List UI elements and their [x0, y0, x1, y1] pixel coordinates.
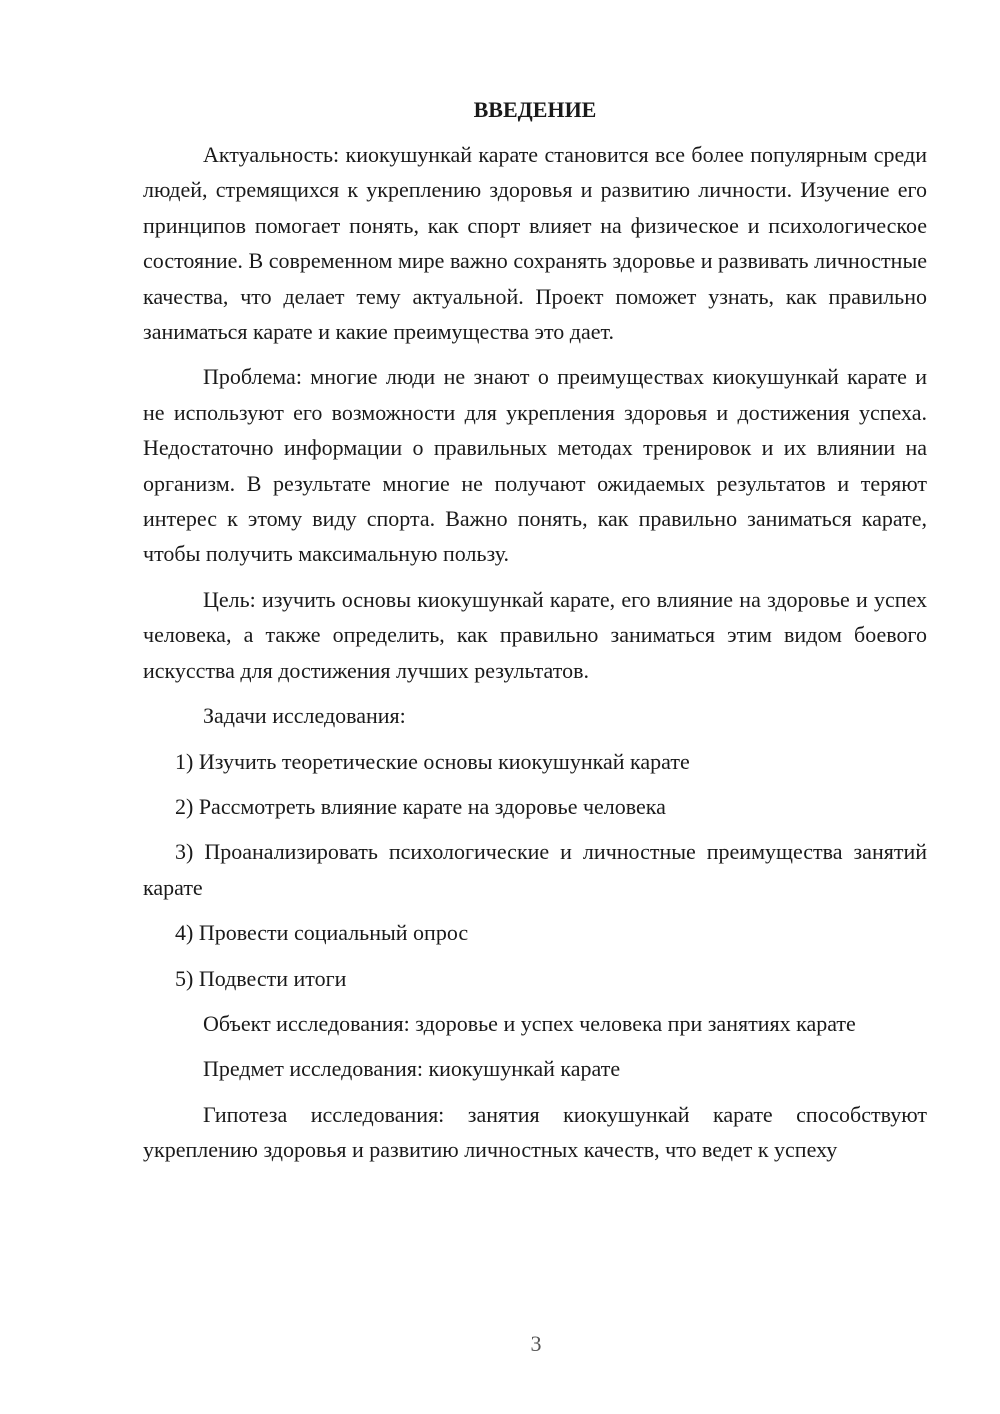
page-title: ВВЕДЕНИЕ — [473, 97, 597, 122]
task-item: 3) Проанализировать психологические и личностные преимущества занятий карате — [143, 839, 927, 900]
subject-paragraph: Предмет исследования: киокушункай карате — [203, 1056, 621, 1082]
document-body — [143, 92, 927, 1178]
goal-paragraph: Цель: изучить основы киокушункай карате, его влияние на здоровье и успех человека, а также определить, как правильно заниматься этим видом боевого искусства для достижения лучших результатов. — [143, 586, 927, 683]
hypothesis-paragraph: Гипотеза исследования: занятия киокушункай карате способствуют укреплению здоровья и развитию личностных качеств, что ведет к успеху — [143, 1101, 927, 1163]
task-item: 4) Провести социальный опрос — [175, 920, 469, 946]
object-paragraph: Объект исследования: здоровье и успех человека при занятиях карате — [203, 1010, 856, 1036]
page-number: 3 — [530, 1331, 542, 1356]
tasks-list — [143, 744, 927, 996]
task-item: 5) Подвести итоги — [175, 965, 347, 991]
tasks-heading: Задачи исследования: — [203, 703, 406, 729]
task-item: 2) Рассмотреть влияние карате на здоровье человека — [175, 793, 666, 819]
task-item: 1) Изучить теоретические основы киокушункай карате — [175, 748, 690, 774]
relevance-paragraph: Актуальность: киокушункай карате становится все более популярным среди людей, стремящихся к укреплению здоровья и развитию личности. Изучение его принципов помогает понять, как спорт влияет на физическое и психологическое состояние. В современном мире важно сохранять здоровье и развивать личностные качества, что делает тему актуальной. Проект поможет узнать, как правильно заниматься карате и какие преимущества это дает. — [143, 142, 927, 345]
problem-paragraph: Проблема: многие люди не знают о преимуществах киокушункай карате и не используют его возможности для укрепления здоровья и достижения успеха. Недостаточно информации о правильных методах тренировок и их влиянии на организм. В результате многие не получают ожидаемых результатов и теряют интерес к этому виду спорта. Важно понять, как правильно заниматься карате, чтобы получить максимальную пользу. — [143, 364, 927, 567]
